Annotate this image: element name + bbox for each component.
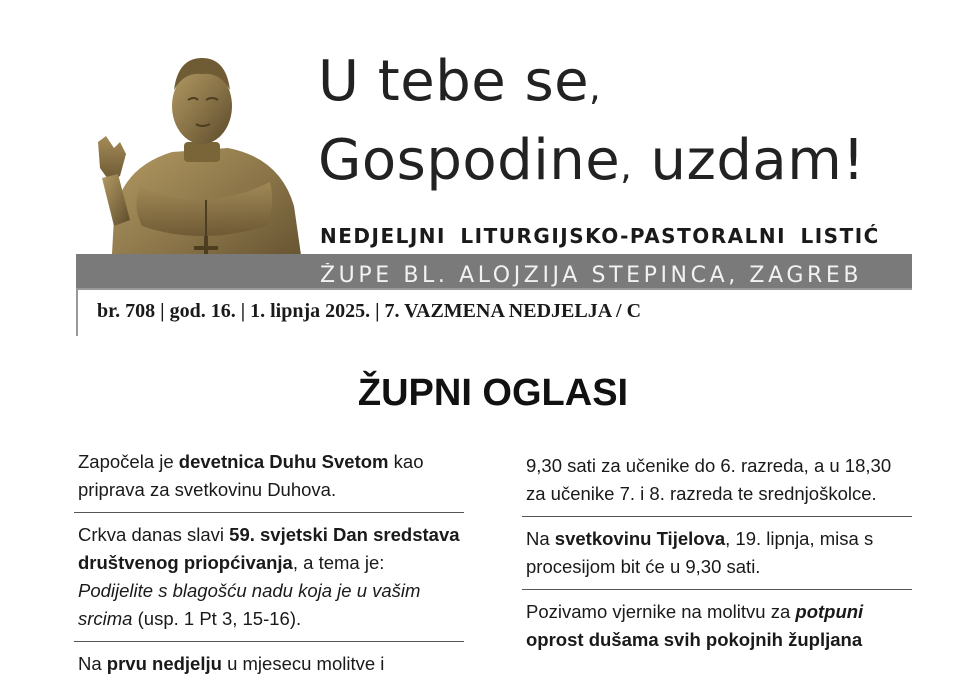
title-line-2 — [318, 125, 865, 204]
parish-name: ŽUPE BL. ALOJZIJA STEPINCA, ZAGREB — [320, 263, 863, 288]
announcement-indulgence — [522, 589, 912, 662]
right-column — [522, 440, 912, 662]
title-line-1 — [318, 46, 865, 125]
text: Crkva danas slavi — [78, 524, 230, 545]
bold-text: svetkovinu Tijelova — [554, 528, 726, 549]
announcement-media-day — [74, 512, 464, 641]
text: Pozivamo vjernike na molitvu za — [526, 601, 796, 622]
announcement-novena — [74, 440, 464, 512]
subtitle: NEDJELJNI LITURGIJSKO-PASTORALNI LISTIĆ — [320, 224, 880, 248]
info-vertical-rule — [76, 290, 78, 336]
text: Na — [78, 653, 107, 674]
title-text-2a: Gospodine — [318, 128, 621, 193]
bold-text: 59. svjetski Dan sredstava društvenog priopćivanja — [78, 524, 460, 573]
text: kao priprava za svetkovinu Duhova. — [78, 451, 424, 500]
section-heading: ŽUPNI OGLASI — [357, 372, 629, 414]
title-comma-2: , — [620, 147, 633, 188]
announcement-corpus-christi — [522, 516, 912, 589]
text: , a tema je: — [292, 552, 385, 573]
left-column — [74, 440, 464, 686]
bold-text: prvu nedjelju — [106, 653, 222, 674]
bold-text: oprost dušama svih pokojnih župljana — [526, 629, 863, 650]
title — [318, 46, 865, 204]
text: 9,30 sati za učenike do 6. razreda, a u 18,30 za učenike 7. i 8. razreda te srednjoškolce. — [526, 455, 892, 504]
title-text-2b: uzdam! — [650, 128, 866, 193]
title-text-1: U tebe se — [318, 49, 590, 114]
text: Započela je — [78, 451, 179, 472]
announcement-first-sunday — [74, 641, 464, 686]
band-divider — [76, 288, 912, 290]
bold-text: devetnica Duhu Svetom — [178, 451, 389, 472]
title-comma: , — [589, 68, 602, 109]
issue-info: br. 708 | god. 16. | 1. lipnja 2025. | 7. VAZMENA NEDJELJA / C — [97, 300, 642, 322]
text: (usp. 1 Pt 3, 15-16). — [132, 608, 302, 629]
text: u mjesecu molitve i — [221, 653, 385, 674]
announcement-continued — [522, 440, 912, 516]
italic-text: Podijelite s blagošću nadu koja je u vašim srcima — [78, 580, 421, 629]
text: , 19. lipnja, misa s procesijom bit će u 9,30 sati. — [526, 528, 874, 577]
bold-italic-text: potpuni — [795, 601, 864, 622]
text: Na — [526, 528, 555, 549]
